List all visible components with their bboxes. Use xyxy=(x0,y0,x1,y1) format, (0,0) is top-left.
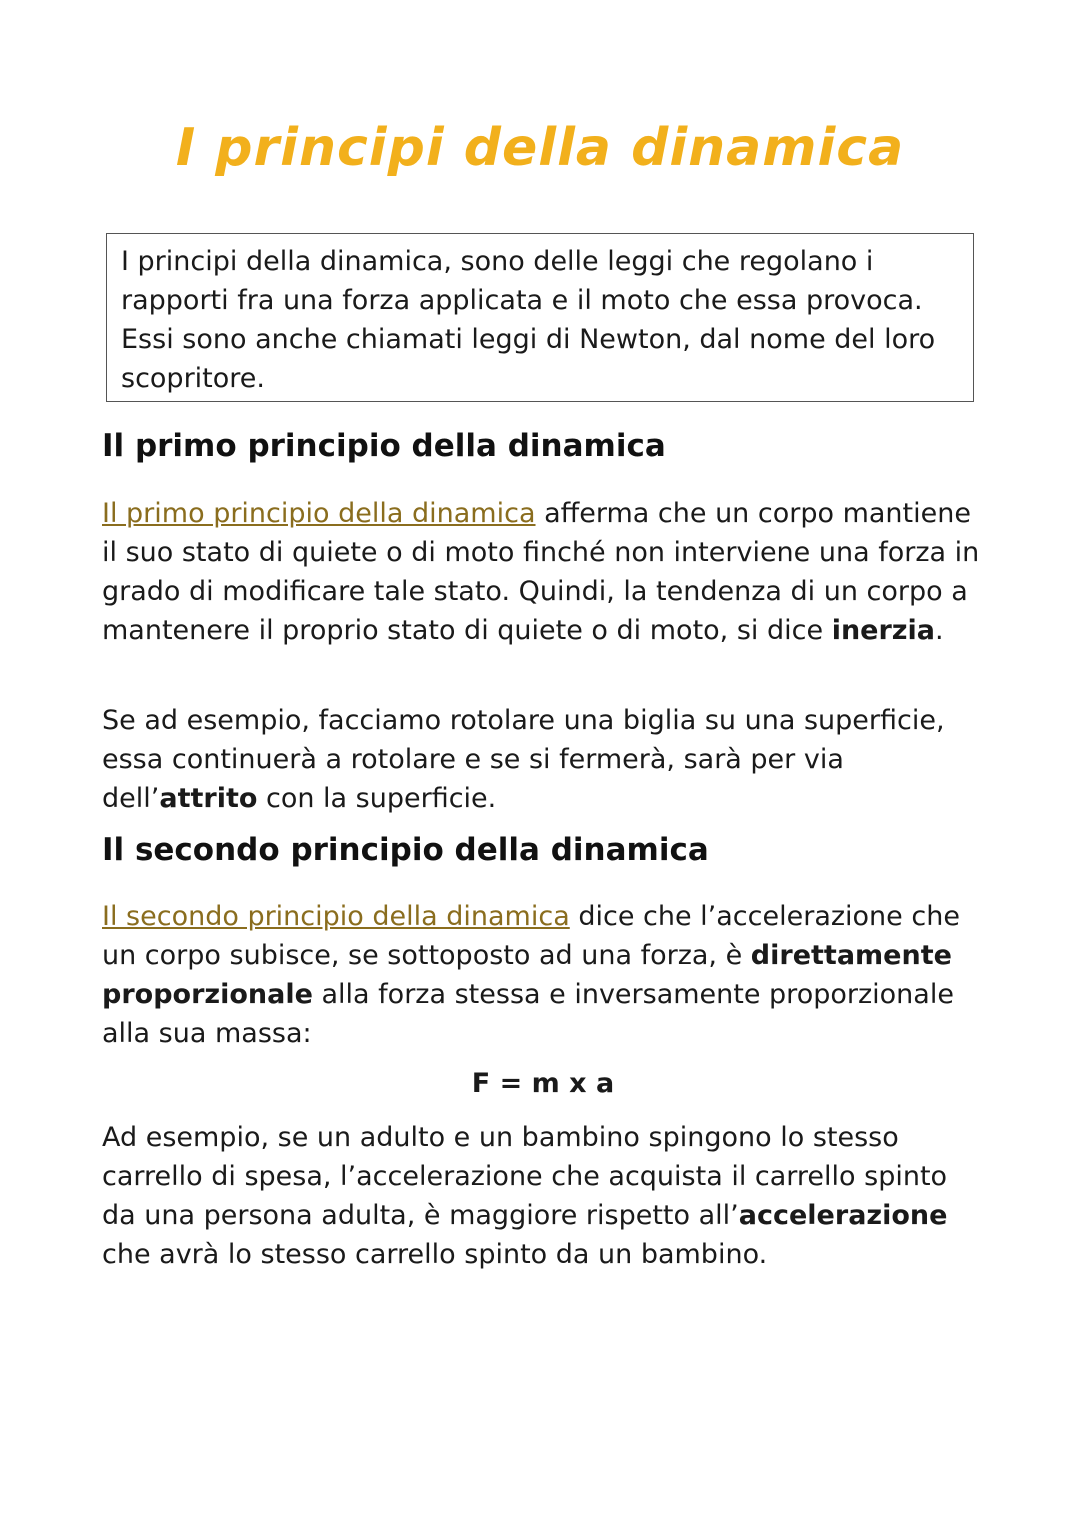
acceleration-term: accelerazione xyxy=(738,1200,948,1231)
second-principle-link[interactable]: Il secondo principio della dinamica xyxy=(102,901,570,932)
first-principle-link[interactable]: Il primo principio della dinamica xyxy=(102,498,536,529)
cart-example-paragraph xyxy=(102,1118,982,1274)
second-principle-text: dice che l’accelerazione che un corpo subisce, se sottoposto ad una forza, è xyxy=(102,901,960,971)
second-principle-end: alla forza stessa e inversamente proporzionale alla sua massa: xyxy=(102,979,954,1049)
marble-example-end: con la superficie. xyxy=(257,783,497,814)
newton-formula: F = m x a xyxy=(471,1068,615,1099)
inertia-term: inerzia xyxy=(831,615,935,646)
marble-example-paragraph xyxy=(102,701,982,818)
intro-text: I principi della dinamica, sono delle leggi che regolano i rapporti fra una forza applicata e il moto che essa provoca. Essi sono anche chiamati leggi di Newton, dal nome del loro scopritore. xyxy=(121,246,936,394)
first-principle-end: . xyxy=(934,615,944,646)
section-heading-second-principle: Il secondo principio della dinamica xyxy=(102,832,709,868)
section-heading-first-principle: Il primo principio della dinamica xyxy=(102,428,666,464)
cart-example-text: Ad esempio, se un adulto e un bambino spingono lo stesso carrello di spesa, l’accelerazione che acquista il carrello spinto da una persona adulta, è maggiore rispetto all’ xyxy=(102,1122,948,1231)
direct-proportional-term: direttamente proporzionale xyxy=(102,940,952,1010)
first-principle-text: afferma che un corpo mantiene il suo stato di quiete o di moto finché non interviene una forza in grado di modificare tale stato. Quindi, la tendenza di un corpo a mantenere il proprio stato di quiete o di moto, si dice xyxy=(102,498,980,646)
page-title: I principi della dinamica xyxy=(175,118,905,178)
cart-example-end: che avrà lo stesso carrello spinto da un bambino. xyxy=(102,1239,768,1270)
friction-term: attrito xyxy=(159,783,258,814)
first-principle-paragraph xyxy=(102,494,982,650)
marble-example-text: Se ad esempio, facciamo rotolare una biglia su una superficie, essa continuerà a rotolare e se si fermerà, sarà per via dell’ xyxy=(102,705,945,814)
intro-box xyxy=(106,233,974,402)
second-principle-paragraph xyxy=(102,897,982,1053)
